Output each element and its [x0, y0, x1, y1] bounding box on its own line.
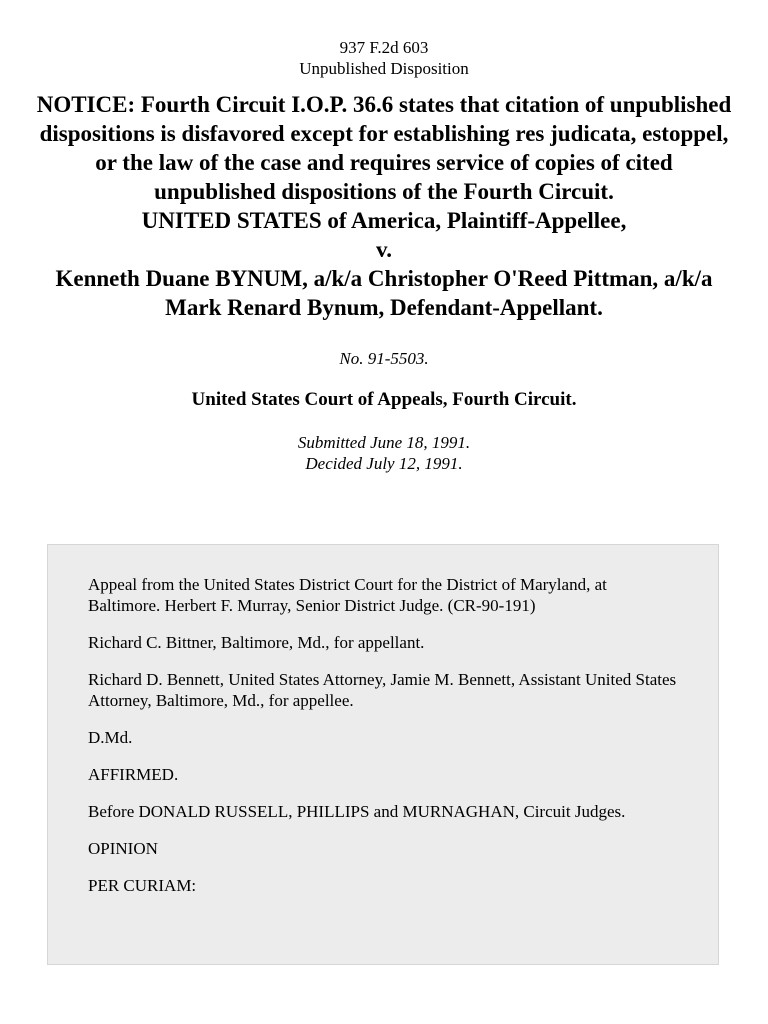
judicial-panel: Before DONALD RUSSELL, PHILLIPS and MURNAGHAN, Circuit Judges. [88, 802, 626, 821]
disposition-result: AFFIRMED. [88, 765, 179, 784]
citation-notice: NOTICE: Fourth Circuit I.O.P. 36.6 states that citation of unpublished dispositions is disfavored except for establishing res judicata, estoppel, or the law of the case and requires service of copies of cited unpublished dispositions of the Fourth Circuit. [36, 92, 732, 204]
case-summary-box [47, 544, 719, 965]
versus-label: v. [376, 237, 392, 262]
plaintiff-party: UNITED STATES of America, Plaintiff-Appellee, [141, 208, 627, 233]
disposition-label: Unpublished Disposition [299, 59, 469, 78]
defendant-party-line-2: Mark Renard Bynum, Defendant-Appellant. [165, 295, 603, 320]
case-dates [0, 432, 768, 474]
submitted-date: Submitted June 18, 1991. [297, 433, 471, 452]
docket-number: No. 91-5503. [339, 349, 429, 368]
appellee-counsel: Richard D. Bennett, United States Attorney, Jamie M. Bennett, Assistant United States Attorney, Baltimore, Md., for appellee. [88, 670, 677, 710]
opinion-heading: OPINION [88, 839, 158, 858]
appellant-counsel: Richard C. Bittner, Baltimore, Md., for appellant. [88, 633, 425, 652]
case-title [36, 90, 732, 322]
decided-date: Decided July 12, 1991. [305, 454, 463, 473]
per-curiam-label: PER CURIAM: [88, 876, 197, 895]
case-citation-header [0, 0, 768, 79]
reporter-citation: 937 F.2d 603 [339, 38, 429, 57]
defendant-party-line-1: Kenneth Duane BYNUM, a/k/a Christopher O'Reed Pittman, a/k/a [55, 266, 713, 291]
district-abbreviation: D.Md. [88, 728, 133, 747]
court-name: United States Court of Appeals, Fourth Circuit. [191, 389, 577, 410]
appeal-origin: Appeal from the United States District Court for the District of Maryland, at Baltimore. Herbert F. Murray, Senior District Judge. (CR-90-191) [88, 575, 607, 615]
